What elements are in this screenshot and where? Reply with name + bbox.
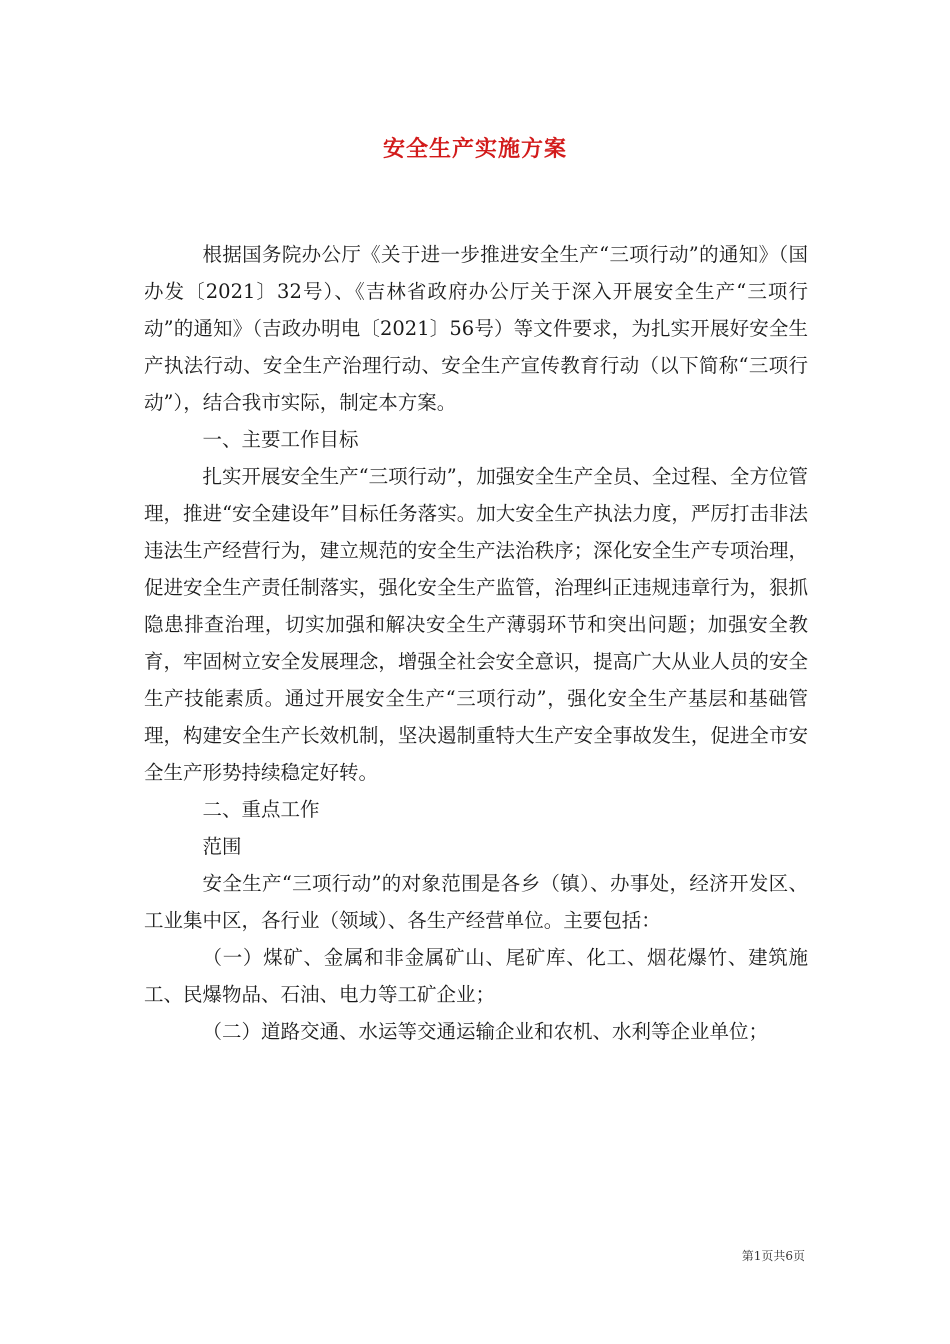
subheading-scope: 范围 xyxy=(202,835,242,858)
document-body xyxy=(144,236,808,1050)
section-heading-key-work: 二、重点工作 xyxy=(202,798,320,821)
section-heading-goals: 一、主要工作目标 xyxy=(202,428,359,451)
goals-paragraph: 扎实开展安全生产“三项行动”，加强安全生产全员、全过程、全方位管理，推进“安全建设年”目标任务落实。加大安全生产执法力度，严厉打击非法违法生产经营行为，建立规范的安全生产法治秩序；深化安全生产专项治理，促进安全生产责任制落实，强化安全生产监管，治理纠正违规违章行为，狠抓隐患排查治理，切实加强和解决安全生产薄弱环节和突出问题；加强安全教育，牢固树立安全发展理念，增强全社会安全意识，提高广大从业人员的安全生产技能素质。通过开展安全生产“三项行动”，强化安全生产基层和基础管理，构建安全生产长效机制，坚决遏制重特大生产安全事故发生，促进全市安全生产形势持续稳定好转。 xyxy=(144,465,808,784)
scope-item-2: （二）道路交通、水运等交通运输企业和农机、水利等企业单位； xyxy=(202,1020,769,1043)
page-number: 第1页共6页 xyxy=(741,1249,805,1263)
intro-paragraph: 根据国务院办公厅《关于进一步推进安全生产“三项行动”的通知》（国办发〔2021〕32号）、《吉林省政府办公厅关于深入开展安全生产“三项行动”的通知》（吉政办明电〔2021〕56号）等文件要求，为扎实开展好安全生产执法行动、安全生产治理行动、安全生产宣传教育行动（以下简称“三项行动”），结合我市实际，制定本方案。 xyxy=(144,243,808,414)
scope-item-1: （一）煤矿、金属和非金属矿山、尾矿库、化工、烟花爆竹、建筑施工、民爆物品、石油、电力等工矿企业； xyxy=(144,946,808,1006)
scope-paragraph: 安全生产“三项行动”的对象范围是各乡（镇）、办事处，经济开发区、工业集中区，各行业（领域）、各生产经营单位。主要包括： xyxy=(144,872,808,932)
document-title: 安全生产实施方案 xyxy=(382,136,567,162)
